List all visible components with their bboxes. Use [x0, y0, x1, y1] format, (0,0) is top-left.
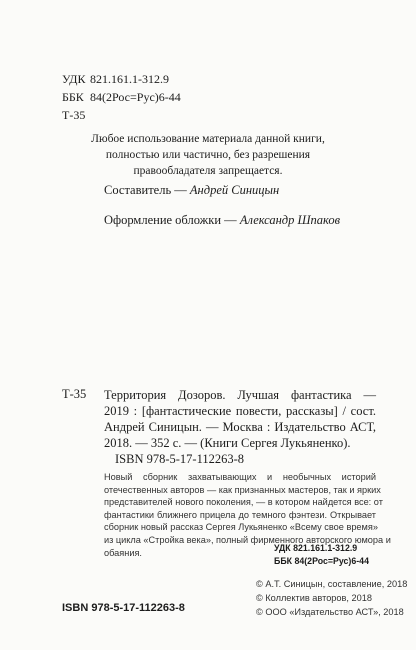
bbk-label: ББК [62, 90, 84, 104]
bibliographic-line: Территория Дозоров. Лучшая фантастика — [104, 388, 376, 402]
annotation-line: фантастики ближнего прицела до темного фэнтези. Открывает [104, 509, 376, 520]
bibliographic-line: Андрей Синицын. — Москва : Издательство АСТ, [104, 420, 376, 434]
annotation-line: отечественных авторов — как признанных мастеров, так и ярких [104, 484, 381, 495]
copyright-line: © ООО «Издательство АСТ», 2018 [256, 607, 404, 617]
classification-block [62, 70, 181, 124]
annotation-line: из цикла «Стройка века», полный фирменного авторского юмора и [104, 534, 391, 545]
udk-label: УДК [62, 72, 86, 86]
bbk-value: 84(2Рос=Рус)6-44 [90, 90, 181, 104]
isbn: ISBN 978-5-17-112263-8 [115, 452, 245, 466]
annotation-line: представителей нового поколения, — в котором найдется все: от [104, 497, 383, 508]
bibliographic-line: 2018. — 352 с. — (Книги Сергея Лукьяненко). [104, 436, 351, 450]
rights-notice-line: полностью или частично, без разрешения [105, 149, 311, 161]
annotation-line: Новый сборник захватывающих и необычных историй [104, 472, 376, 482]
footer-bbk: ББК 84(2Рос=Рус)6-44 [274, 555, 369, 566]
credit-name: Александр Шпаков [239, 213, 341, 227]
udk-value: 821.161.1-312.9 [90, 72, 169, 86]
rights-notice-line: Любое использование материала данной книги, [91, 133, 325, 145]
credit-role: Составитель — [104, 183, 190, 197]
footer-classification [274, 542, 369, 567]
bibliographic-line: 2019 : [фантастические повести, рассказы] / сост. [104, 404, 376, 418]
bibliographic-record [104, 387, 376, 451]
bibliographic-mark: Т-35 [62, 387, 87, 401]
cover-design-credit [104, 213, 340, 228]
annotation-line: обаяния. [104, 547, 142, 558]
rights-notice [0, 131, 416, 179]
footer-isbn: ISBN 978-5-17-112263-8 [62, 602, 185, 614]
copyright-block [256, 577, 407, 619]
credit-role: Оформление обложки — [104, 213, 240, 227]
copyright-line: © Коллектив авторов, 2018 [256, 593, 372, 603]
credit-name: Андрей Синицын [189, 183, 280, 197]
copyright-line: © А.Т. Синицын, составление, 2018 [256, 579, 408, 589]
rights-notice-line: правообладателя запрещается. [133, 165, 283, 177]
compiler-credit [104, 183, 279, 198]
annotation-line: сборник новый рассказ Сергея Лукьяненко «Всему свое время» [104, 522, 378, 533]
footer-udk: УДК 821.161.1-312.9 [274, 543, 358, 553]
author-mark: Т-35 [62, 108, 86, 122]
